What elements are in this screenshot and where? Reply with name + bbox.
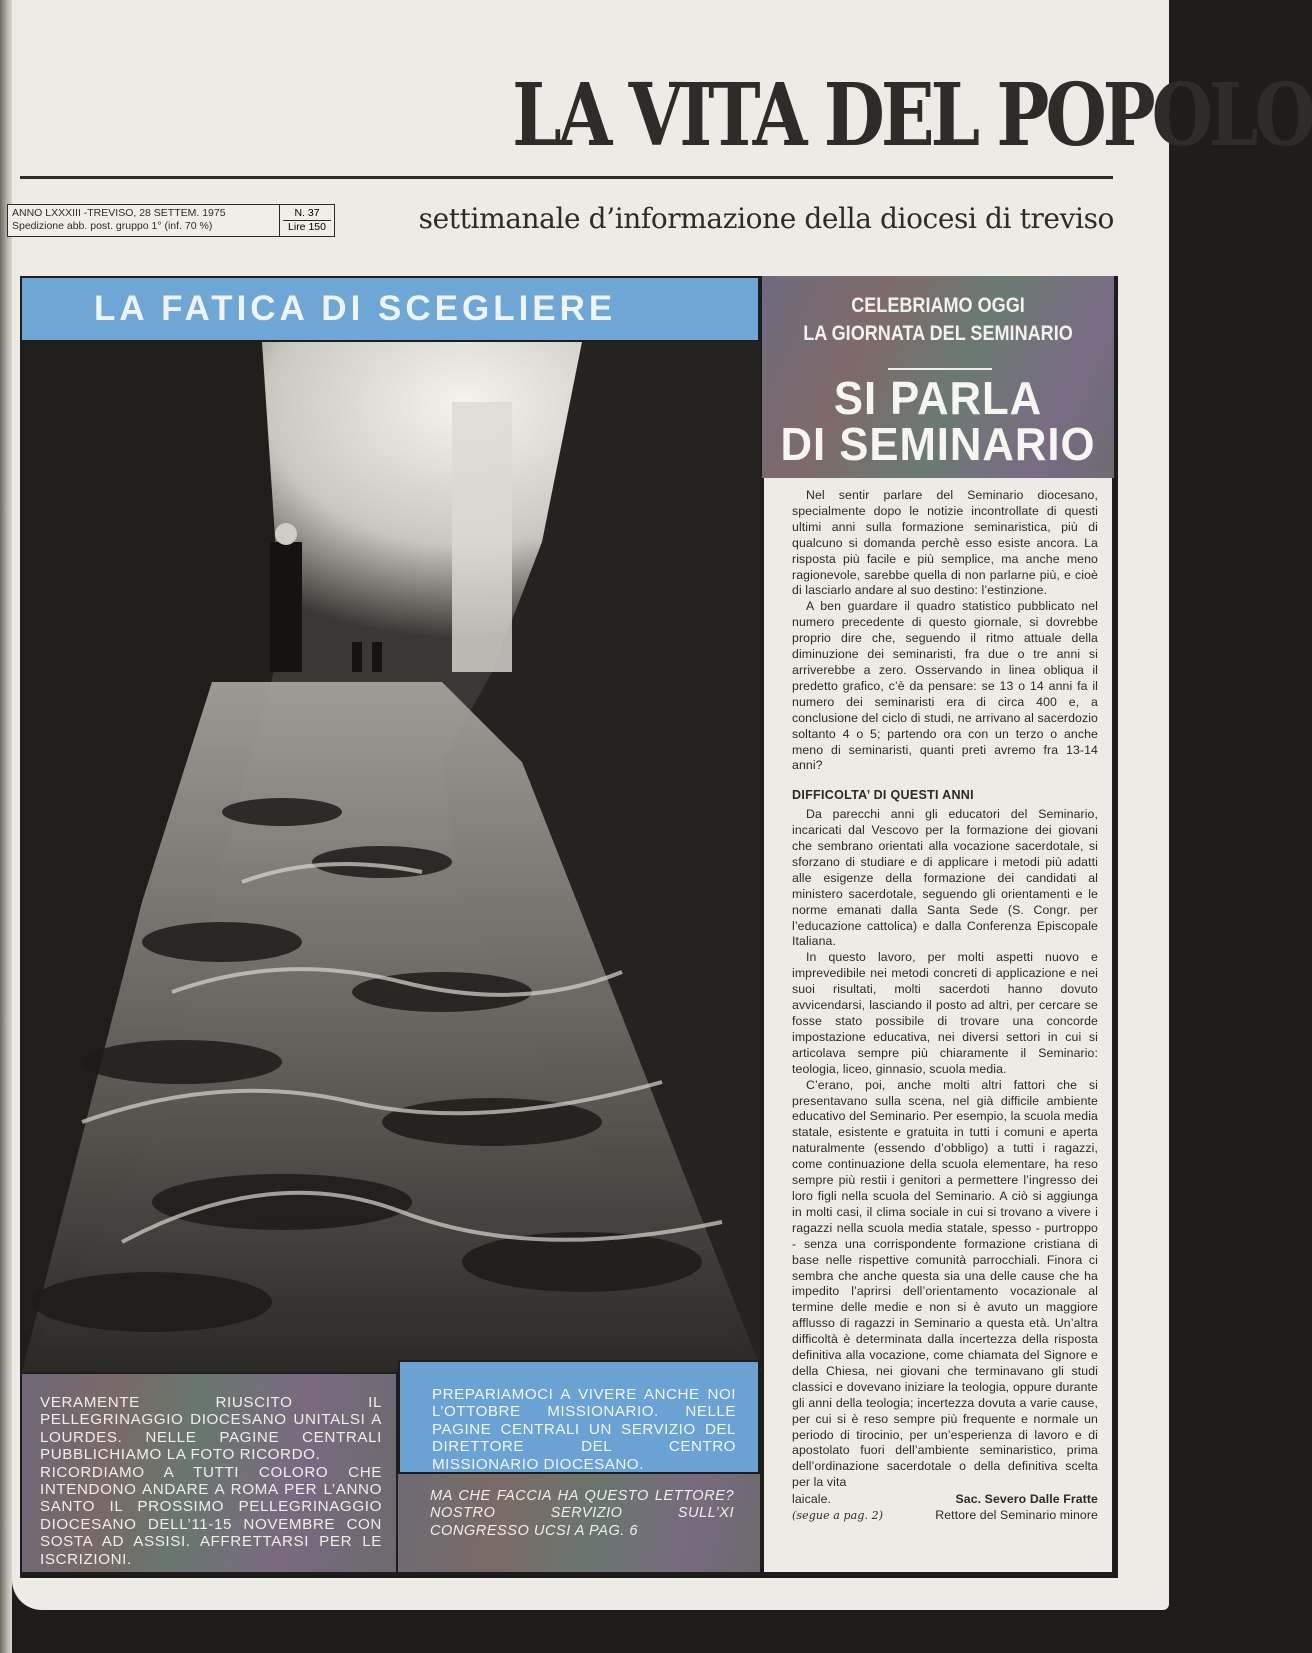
article-signature (792, 1492, 1098, 1524)
article-paragraph: In questo lavoro, per molti aspetti nuovo e imprevedibile nei metodi concreti di applicazione e nei suoi risultati, molti sacerdoti hanno dovuto avvicendarsi, lasciando il posto ad altri, per cercare se fosse stato possibile di trovare una concorde impostazione educativa, nei diversi settori in cui si articolava sempre più chiaramente il Seminario: teologia, liceo, ginnasio, scuola media. (792, 950, 1098, 1076)
header-separator (888, 368, 992, 370)
seminary-headline-line2: DI SEMINARIO (780, 418, 1096, 470)
pilgrimage-text (40, 1394, 382, 1568)
photo-story-title-bar (20, 276, 760, 342)
pilgrimage-text-2: RICORDIAMO A TUTTI COLORO CHE INTENDONO ANDARE A ROMA PER L’ANNO SANTO IL PROSSIMO PELLEGRINAGGIO DIOCESANO DELL’11-15 NOVEMBRE CON SOSTA AD ASSISI. AFFRETTARSI PER LE ISCRIZIONI. (40, 1463, 382, 1568)
masthead-rule (20, 176, 1113, 179)
page-binding-edge (0, 0, 12, 1653)
article-paragraph: C’erano, poi, anche molti altri fattori che si presentavano sulla scena, nel già difficile ambiente educativo del Seminario. Per esempio, la scuola media statale, esistente e gratuita in tutti i comuni e aperta naturalmente (essendo d’obbligo) a tutti i ragazzi, come continuazione della scuola elementare, ha reso sempre più restii i genitori a permettere l’ingresso dei loro figli nella scuola del Seminario. A ciò si aggiunga in molti casi, il clima sociale in cui si trovano a vivere i ragazzi nella scuola media statale, spesso - purtroppo - senza una corrispondente formazione cristiana di base nelle rispettive comunità parrocchiali. Finora ci sembra che anche questa sia una delle cause che ha impedito l’aprirsi dell’orientamento vocazionale al termine delle medie e non si è avuto un maggiore afflusso di ragazzi in Seminario a questa età. Un’altra difficoltà è determinata dalla incertezza della risposta definitiva alla vocazione, come chiamata del Signore e della Chiesa, nei giovani che terminavano gli studi classici e dovevano iniziare la teologia, oppure durante gli anni della teologia; incertezza dovuta a varie cause, per cui si è reso sempre più frequente e normale un periodo di tirocinio, per un’esperienza di lavoro e di apostolato fuori dell’ambiente seminaristico, prima dell’ordinazione sacerdotale o della definitiva scelta per la vita (792, 1077, 1098, 1490)
postal-info: Spedizione abb. post. gruppo 1° (inf. 70 %) (12, 220, 213, 232)
article-subheading: DIFFICOLTA’ DI QUESTI ANNI (792, 788, 974, 803)
issue-year-date: ANNO LXXXIII -TREVISO, 28 SETTEM. 1975 (12, 207, 226, 219)
issue-price: Lire 150 (288, 221, 326, 233)
continued-link[interactable]: (segue a pag. 2) (792, 1509, 884, 1523)
seminary-headline-line1: SI PARLA (833, 372, 1043, 424)
reader-box (398, 1474, 760, 1572)
article-body (792, 488, 1098, 1524)
article-author: Sac. Severo Dalle Fratte (955, 1492, 1098, 1507)
article-last-word: laicale. (792, 1492, 832, 1507)
issue-number: N. 37 (283, 207, 331, 221)
reader-text: MA CHE FACCIA HA QUESTO LETTORE? NOSTRO SERVIZIO SULL’XI CONGRESSO UCSI A PAG. 6 (430, 1488, 734, 1539)
article-author-role: Rettore del Seminario minore (935, 1508, 1098, 1523)
mission-text: PREPARIAMOCI A VIVERE ANCHE NOI L’OTTOBRE MISSIONARIO. NELLE PAGINE CENTRALI UN SERVIZIO DEL DIRETTORE DEL CENTRO MISSIONARIO DIOCESANO. (432, 1386, 736, 1473)
article-paragraph: Nel sentir parlare del Seminario diocesano, specialmente dopo le notizie incontrollate di questi ultimi anni sulla formazione seminaristica, più di qualcuno si domanda perchè esso esiste ancora. La risposta più facile e più semplice, ma anche meno ragionevole, sarebbe quella di non parlarne più, e cioè di lasciarlo andare al suo destino: l’estinzione. (792, 488, 1098, 598)
photo-forest-path-icon (22, 342, 760, 1372)
seminary-kicker-line1: CELEBRIAMO OGGI (851, 294, 1025, 317)
article-paragraph: Da parecchi anni gli educatori del Seminario, incaricati dal Vescovo per la formazione dei giovani che sembrano orientati alla vocazione sacerdotale, si sforzano di studiare e di applicare i metodi più adatti alle esigenze della formazione dei candidati al ministero sacerdotale, seguendo gli orientamenti e le norme emanati dalla Santa Sede (S. Congr. per l’educazione cattolica) e dalla Conferenza Episcopale Italiana. (792, 807, 1098, 949)
seminary-kicker-line2: LA GIORNATA DEL SEMINARIO (803, 322, 1073, 345)
pilgrimage-text-1: VERAMENTE RIUSCITO IL PELLEGRINAGGIO DIOCESANO UNITALSI A LOURDES. NELLE PAGINE CENTRALI PUBBLICHIAMO LA FOTO RICORDO. (40, 1394, 382, 1464)
forest-path-photo (22, 342, 760, 1372)
article-paragraph: A ben guardare il quadro statistico pubblicato nel numero precedente di questo giornale, si dovrebbe proprio dire che, seguendo il ritmo attuale della diminuzione dei seminaristi, fra due o tre anni si arriverebbe a zero. Osservando in linea obliqua il predetto grafico, c’è da pensare: se 13 o 14 anni fa il numero dei seminaristi era di circa 400 e, a conclusione del ciclo di studi, ne arrivano al sacerdozio soltanto 4 o 5; partendo ora con un terzo o anche meno di seminaristi, quanti preti avremo fra 13-14 anni? (792, 599, 1098, 773)
mission-box (398, 1360, 760, 1474)
issue-info-box (7, 204, 335, 237)
photo-story-title: LA FATICA DI SCEGLIERE (94, 289, 617, 328)
pilgrimage-box (22, 1374, 396, 1572)
seminary-article (764, 478, 1112, 1572)
seminary-header-box (762, 276, 1114, 478)
masthead-tagline: settimanale d’informazione della diocesi di treviso (418, 202, 1114, 235)
issue-number-price (280, 205, 334, 236)
issue-info-text (8, 205, 280, 236)
masthead-title: LA VITA DEL POPOLO (512, 65, 1312, 166)
